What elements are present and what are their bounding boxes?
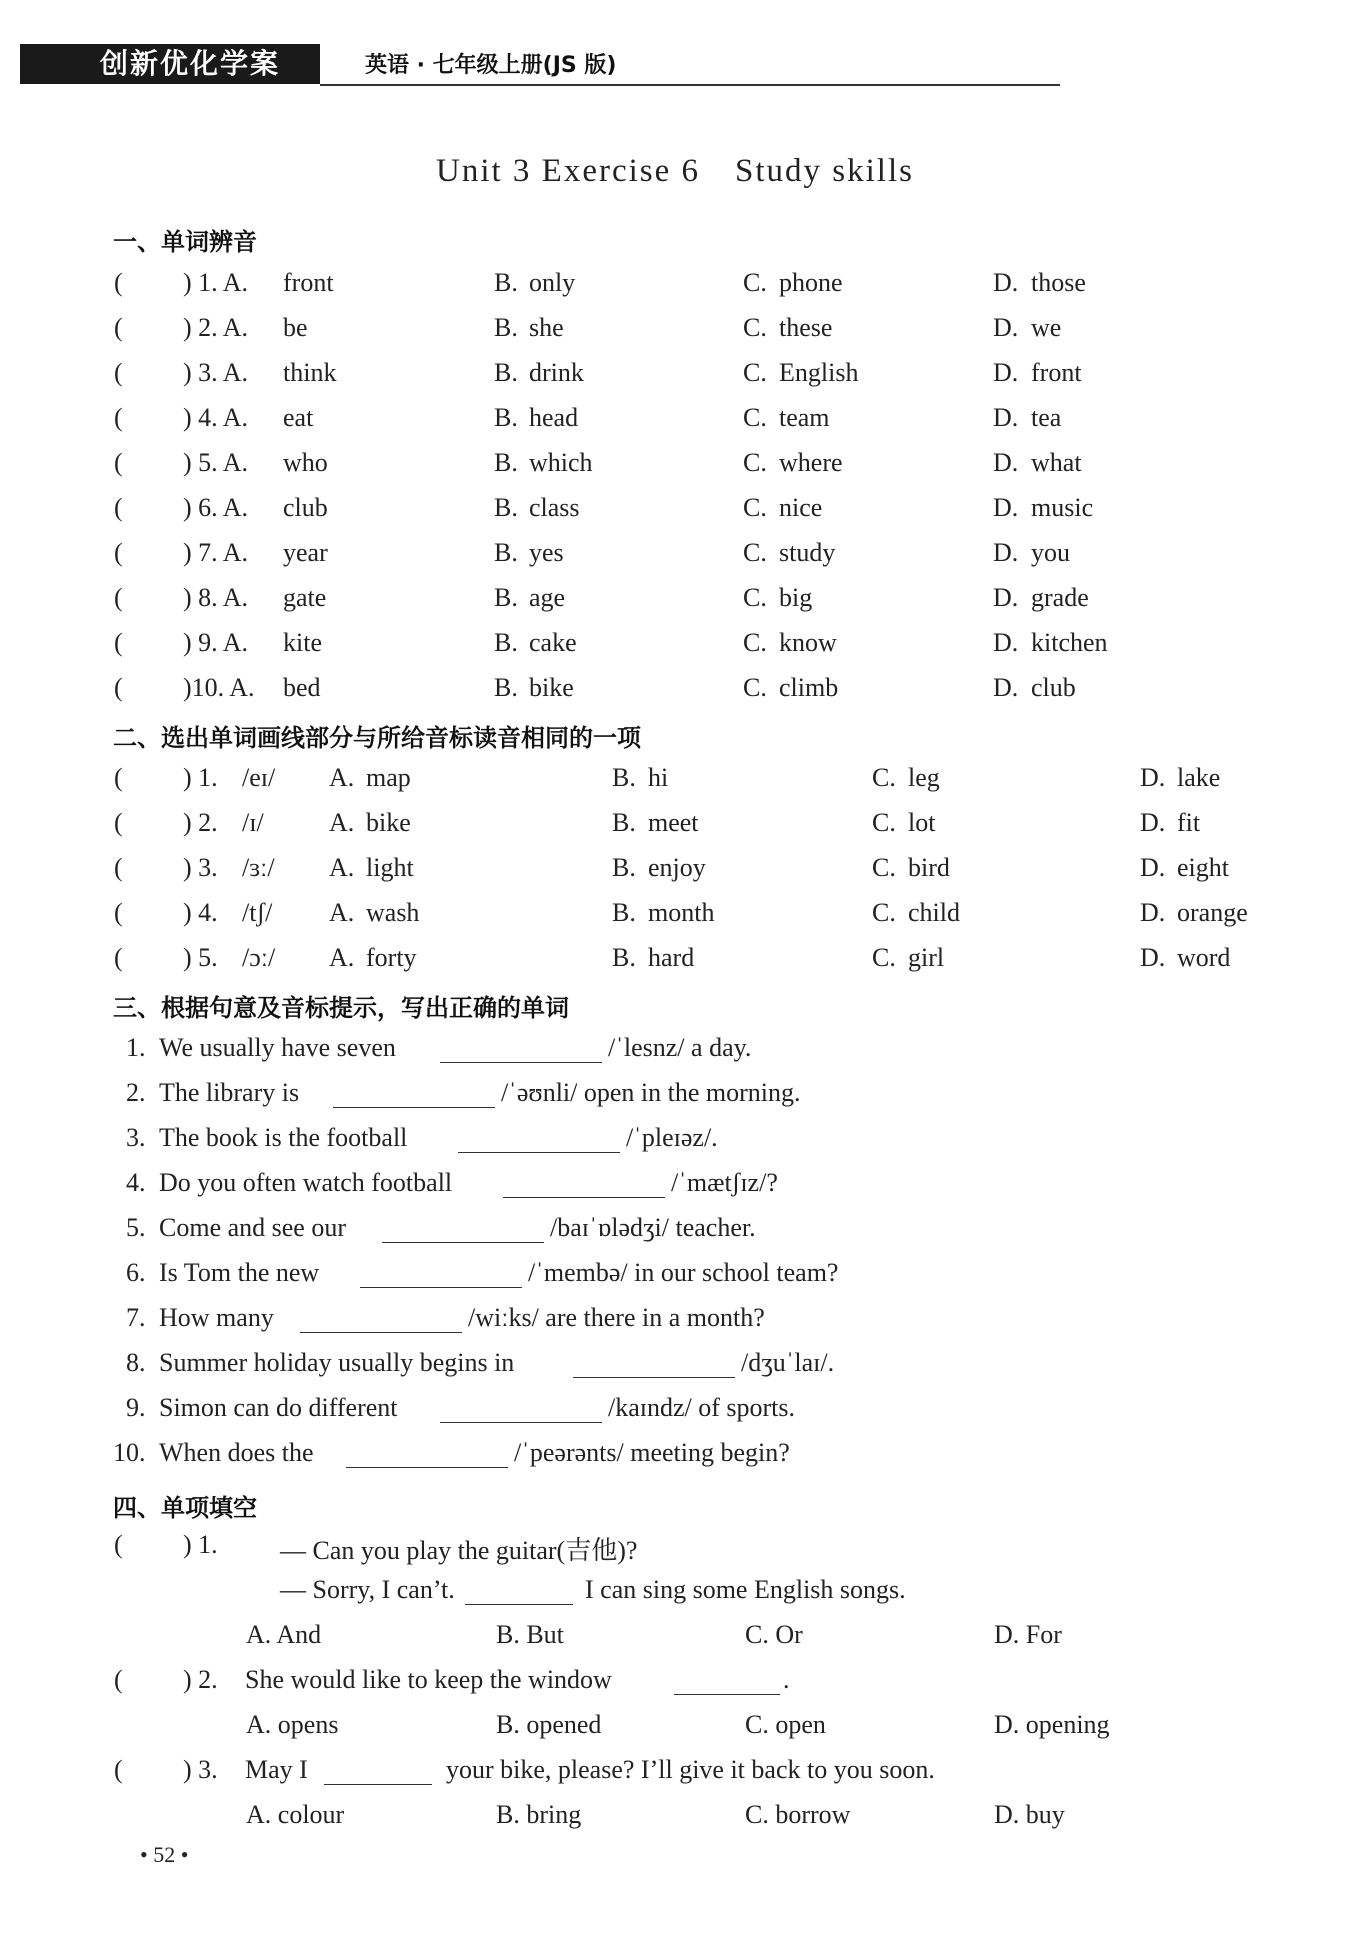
option-c-label: C. — [743, 493, 767, 522]
answer-blank[interactable] — [324, 1755, 432, 1785]
option-c-word: phone — [779, 268, 843, 297]
option-b-word: class — [529, 493, 580, 522]
option-b-label: B. — [494, 673, 518, 702]
option-c-word: leg — [908, 763, 940, 792]
option-c-label: C. — [743, 538, 767, 567]
option-a-label: A. — [329, 943, 355, 972]
answer-paren[interactable]: ( — [114, 673, 123, 702]
option-b-label: B. — [494, 493, 518, 522]
option-b-label: B. — [494, 358, 518, 387]
answer-paren[interactable]: ( — [114, 853, 123, 882]
question-number: 3. — [126, 1123, 146, 1152]
option-c-label: C. — [872, 943, 896, 972]
option-d-label: D. — [993, 538, 1019, 567]
s3-question-row — [0, 1078, 1350, 1118]
option-b-label: B. — [494, 448, 518, 477]
answer-paren[interactable]: ( — [114, 583, 123, 612]
option-b: B. opened — [496, 1710, 602, 1739]
option-b-label: B. — [494, 313, 518, 342]
option-b-word: she — [529, 313, 564, 342]
sentence-start: We usually have seven — [159, 1033, 396, 1062]
option-c-word: bird — [908, 853, 950, 882]
answer-paren[interactable]: ( — [114, 1665, 123, 1694]
option-d-word: grade — [1031, 583, 1089, 612]
option-d-word: eight — [1177, 853, 1229, 882]
answer-blank[interactable] — [465, 1575, 573, 1605]
option-d-word: kitchen — [1031, 628, 1108, 657]
option-b-word: enjoy — [648, 853, 706, 882]
option-d-word: word — [1177, 943, 1231, 972]
option-d-label: D. — [1140, 808, 1166, 837]
s1-question-row — [0, 628, 1350, 668]
answer-paren[interactable]: ( — [114, 268, 123, 297]
option-d-word: orange — [1177, 898, 1248, 927]
phonetic-hint: /wiːks/ are there in a month? — [468, 1303, 765, 1332]
option-c-word: where — [779, 448, 843, 477]
question-number: ) 3. A. — [183, 358, 248, 387]
blank-line — [573, 1351, 735, 1378]
option-d-word: we — [1031, 313, 1062, 342]
s1-question-row — [0, 538, 1350, 578]
sentence-start: Simon can do different — [159, 1393, 398, 1422]
s1-question-row — [0, 358, 1350, 398]
option-b-label: B. — [612, 853, 636, 882]
s1-question-row — [0, 403, 1350, 443]
blank-line — [300, 1306, 462, 1333]
option-a-word: bike — [366, 808, 411, 837]
s4-q1-options — [0, 1620, 1350, 1660]
phonetic-hint: /dʒuˈlaɪ/. — [741, 1348, 835, 1377]
s1-question-row — [0, 493, 1350, 533]
option-d-word: tea — [1031, 403, 1062, 432]
option-c-label: C. — [743, 268, 767, 297]
question-stem: — Can you play the guitar(吉他)? — [280, 1536, 638, 1565]
option-c-word: child — [908, 898, 960, 927]
header-divider — [320, 84, 1060, 86]
answer-blank[interactable] — [382, 1213, 544, 1243]
option-d-word: club — [1031, 673, 1076, 702]
s2-question-row — [0, 853, 1350, 893]
phonetic-symbol: /ɔː/ — [242, 943, 276, 972]
option-c-label: C. — [743, 673, 767, 702]
answer-paren[interactable]: ( — [114, 448, 123, 477]
option-b-word: meet — [648, 808, 699, 837]
question-number: 2. — [126, 1078, 146, 1107]
phonetic-hint: /kaɪndz/ of sports. — [608, 1393, 796, 1422]
option-a-word: gate — [283, 583, 327, 612]
phonetic-hint: /baɪˈɒlədʒi/ teacher. — [550, 1213, 756, 1242]
question-number: ) 5. — [183, 943, 218, 972]
answer-paren[interactable]: ( — [114, 313, 123, 342]
question-number: ) 5. A. — [183, 448, 248, 477]
answer-blank[interactable] — [360, 1258, 522, 1288]
option-b-word: hi — [648, 763, 669, 792]
option-d-label: D. — [1140, 898, 1166, 927]
answer-paren[interactable]: ( — [114, 493, 123, 522]
option-a-word: light — [366, 853, 414, 882]
sentence-start: Do you often watch football — [159, 1168, 453, 1197]
option-a-word: wash — [366, 898, 420, 927]
s3-question-row — [0, 1393, 1350, 1433]
option-d-label: D. — [993, 583, 1019, 612]
phonetic-hint: /ˈpeərənts/ meeting begin? — [514, 1438, 790, 1467]
option-c-label: C. — [743, 313, 767, 342]
answer-paren[interactable]: ( — [114, 943, 123, 972]
option-c: C. borrow — [745, 1800, 851, 1829]
question-number: ) 2. — [183, 1665, 218, 1694]
s1-question-row — [0, 583, 1350, 623]
option-b-word: yes — [529, 538, 564, 567]
option-a-word: think — [283, 358, 337, 387]
answer-blank[interactable] — [346, 1438, 508, 1468]
question-number: ) 4. A. — [183, 403, 248, 432]
option-d-label: D. — [993, 268, 1019, 297]
s3-question-row — [0, 1213, 1350, 1253]
s1-question-row — [0, 673, 1350, 713]
option-b: B. But — [496, 1620, 564, 1649]
option-c-label: C. — [872, 898, 896, 927]
phonetic-symbol: /ɜː/ — [242, 853, 275, 882]
answer-paren[interactable]: ( — [114, 628, 123, 657]
s4-q2-row — [0, 1665, 1350, 1705]
question-number: 6. — [126, 1258, 146, 1287]
answer-paren[interactable]: ( — [114, 763, 123, 792]
sentence-start: The library is — [159, 1078, 300, 1107]
phonetic-hint: /ˈpleɪəz/. — [626, 1123, 718, 1152]
option-a-label: A. — [329, 898, 355, 927]
option-b-word: hard — [648, 943, 695, 972]
question-stem: She would like to keep the window — [245, 1665, 612, 1694]
option-c-label: C. — [743, 358, 767, 387]
page-header — [20, 44, 1060, 88]
s2-question-row — [0, 808, 1350, 848]
option-b-word: age — [529, 583, 566, 612]
s2-question-row — [0, 898, 1350, 938]
option-d-label: D. — [993, 448, 1019, 477]
question-number: ) 1. — [183, 763, 218, 792]
option-b-label: B. — [494, 628, 518, 657]
option-b-word: month — [648, 898, 715, 927]
s4-q3-options — [0, 1800, 1350, 1840]
option-d-word: lake — [1177, 763, 1221, 792]
option-b-label: B. — [612, 763, 636, 792]
question-number: 9. — [126, 1393, 146, 1422]
option-b-label: B. — [494, 583, 518, 612]
question-number: ) 9. A. — [183, 628, 248, 657]
sentence-start: The book is the football — [159, 1123, 408, 1152]
answer-paren[interactable]: ( — [114, 403, 123, 432]
option-a-word: year — [283, 538, 328, 567]
answer-paren[interactable]: ( — [114, 1530, 123, 1559]
blank-line — [333, 1081, 495, 1108]
option-b-label: B. — [494, 538, 518, 567]
option-a-word: kite — [283, 628, 322, 657]
question-number: ) 7. A. — [183, 538, 248, 567]
s2-question-row — [0, 763, 1350, 803]
page-title: Unit 3 Exercise 6 Study skills — [436, 153, 914, 189]
option-d-word: music — [1031, 493, 1094, 522]
option-d: D. opening — [994, 1710, 1110, 1739]
s3-question-row — [0, 1258, 1350, 1298]
option-c-word: team — [779, 403, 830, 432]
option-d-word: you — [1031, 538, 1070, 567]
option-b: B. bring — [496, 1800, 582, 1829]
blank-line — [458, 1126, 620, 1153]
option-b-label: B. — [612, 943, 636, 972]
option-d-label: D. — [993, 313, 1019, 342]
dialogue-text: — Sorry, I can’t. — [280, 1575, 455, 1604]
answer-paren[interactable]: ( — [114, 898, 123, 927]
option-a-word: forty — [366, 943, 417, 972]
question-number: ) 2. A. — [183, 313, 248, 342]
phonetic-hint: /ˈmætʃɪz/? — [671, 1168, 778, 1197]
option-c: C. open — [745, 1710, 826, 1739]
option-b-label: B. — [612, 898, 636, 927]
answer-blank[interactable] — [333, 1078, 495, 1108]
option-c-word: girl — [908, 943, 945, 972]
option-a-word: club — [283, 493, 328, 522]
option-c-label: C. — [743, 448, 767, 477]
s4-q3-row — [0, 1755, 1350, 1795]
brand-banner: 创新优化学案 — [20, 44, 320, 84]
section3-heading: 三、根据句意及音标提示，写出正确的单词 — [113, 994, 569, 1022]
question-number: ) 4. — [183, 898, 218, 927]
option-c-label: C. — [872, 808, 896, 837]
section2-heading: 二、选出单词画线部分与所给音标读音相同的一项 — [113, 724, 641, 752]
option-b-label: B. — [494, 268, 518, 297]
book-subtitle: 英语 · 七年级上册(JS 版) — [365, 53, 617, 78]
question-end: . — [783, 1665, 790, 1694]
sentence-start: Summer holiday usually begins in — [159, 1348, 515, 1377]
option-d: D. buy — [994, 1800, 1065, 1829]
sentence-start: How many — [159, 1303, 274, 1332]
question-number: ) 1. A. — [183, 268, 248, 297]
answer-blank[interactable] — [674, 1665, 780, 1695]
blank-line — [440, 1036, 602, 1063]
s4-q1-line2 — [0, 1575, 1350, 1615]
option-c: C. Or — [745, 1620, 803, 1649]
phonetic-symbol: /eɪ/ — [242, 763, 276, 792]
answer-blank[interactable] — [440, 1033, 602, 1063]
answer-paren[interactable]: ( — [114, 808, 123, 837]
s1-question-row — [0, 268, 1350, 308]
option-a-word: map — [366, 763, 411, 792]
option-c-label: C. — [743, 583, 767, 612]
option-d-word: what — [1031, 448, 1082, 477]
option-b-word: cake — [529, 628, 577, 657]
option-d-word: front — [1031, 358, 1082, 387]
option-a-word: be — [283, 313, 308, 342]
option-a-word: eat — [283, 403, 314, 432]
option-c-label: C. — [872, 763, 896, 792]
option-b-word: drink — [529, 358, 584, 387]
question-number: 5. — [126, 1213, 146, 1242]
option-d-label: D. — [993, 673, 1019, 702]
option-b-word: which — [529, 448, 593, 477]
blank-line — [503, 1171, 665, 1198]
option-b-label: B. — [612, 808, 636, 837]
s1-question-row — [0, 313, 1350, 353]
option-c-label: C. — [743, 628, 767, 657]
option-d-label: D. — [993, 628, 1019, 657]
option-d-label: D. — [993, 403, 1019, 432]
question-number: 8. — [126, 1348, 146, 1377]
option-c-word: these — [779, 313, 833, 342]
phonetic-symbol: /ɪ/ — [242, 808, 264, 837]
section4-heading: 四、单项填空 — [113, 1494, 257, 1522]
blank-line — [440, 1396, 602, 1423]
option-d-word: those — [1031, 268, 1086, 297]
answer-paren[interactable]: ( — [114, 538, 123, 567]
question-number: 7. — [126, 1303, 146, 1332]
question-number: ) 2. — [183, 808, 218, 837]
question-end: your bike, please? I’ll give it back to you soon. — [446, 1755, 935, 1784]
question-stem: May I — [245, 1755, 308, 1784]
s3-question-row — [0, 1303, 1350, 1343]
question-number: ) 3. — [183, 1755, 218, 1784]
s3-question-row — [0, 1348, 1350, 1388]
answer-blank[interactable] — [573, 1348, 735, 1378]
option-d-label: D. — [1140, 853, 1166, 882]
option-a-word: bed — [283, 673, 321, 702]
s4-q2-options — [0, 1710, 1350, 1750]
option-a-label: A. — [329, 853, 355, 882]
option-c-word: study — [779, 538, 836, 567]
blank-line — [346, 1441, 508, 1468]
question-number: 4. — [126, 1168, 146, 1197]
answer-blank[interactable] — [503, 1168, 665, 1198]
option-c-word: English — [779, 358, 859, 387]
option-b-word: head — [529, 403, 579, 432]
question-number: ) 1. — [183, 1530, 218, 1559]
option-d: D. For — [994, 1620, 1062, 1649]
option-a-label: A. — [329, 808, 355, 837]
blank-line — [382, 1216, 544, 1243]
option-b-label: B. — [494, 403, 518, 432]
question-number: ) 6. A. — [183, 493, 248, 522]
page-number: • 52 • — [140, 1842, 189, 1867]
section1-heading: 一、单词辨音 — [113, 228, 257, 256]
s4-q1-row — [0, 1530, 1350, 1570]
answer-blank[interactable] — [440, 1393, 602, 1423]
dialogue-text: I can sing some English songs. — [585, 1575, 906, 1604]
question-number: )10. A. — [183, 673, 255, 702]
option-c-word: lot — [908, 808, 936, 837]
phonetic-symbol: /tʃ/ — [242, 898, 273, 927]
option-a-word: who — [283, 448, 328, 477]
sentence-start: Is Tom the new — [159, 1258, 320, 1287]
question-number: ) 3. — [183, 853, 218, 882]
question-number: 10. — [113, 1438, 146, 1467]
option-b-word: only — [529, 268, 576, 297]
question-number: ) 8. A. — [183, 583, 248, 612]
option-a-word: front — [283, 268, 334, 297]
phonetic-hint: /ˈəʊnli/ open in the morning. — [501, 1078, 801, 1107]
option-b-word: bike — [529, 673, 574, 702]
answer-paren[interactable]: ( — [114, 1755, 123, 1784]
option-a: A. opens — [246, 1710, 339, 1739]
s3-question-row — [0, 1168, 1350, 1208]
answer-blank[interactable] — [300, 1303, 462, 1333]
option-d-word: fit — [1177, 808, 1201, 837]
option-a: A. colour — [246, 1800, 345, 1829]
s2-question-row — [0, 943, 1350, 983]
phonetic-hint: /ˈlesnz/ a day. — [608, 1033, 752, 1062]
option-d-label: D. — [993, 358, 1019, 387]
option-d-label: D. — [1140, 763, 1166, 792]
s3-question-row — [0, 1123, 1350, 1163]
option-a: A. And — [246, 1620, 322, 1649]
option-c-word: know — [779, 628, 837, 657]
s3-question-row — [0, 1438, 1350, 1478]
option-a-label: A. — [329, 763, 355, 792]
option-c-label: C. — [872, 853, 896, 882]
option-d-label: D. — [1140, 943, 1166, 972]
option-c-label: C. — [743, 403, 767, 432]
phonetic-hint: /ˈmembə/ in our school team? — [528, 1258, 839, 1287]
option-c-word: nice — [779, 493, 823, 522]
sentence-start: When does the — [159, 1438, 314, 1467]
option-c-word: climb — [779, 673, 839, 702]
answer-blank[interactable] — [458, 1123, 620, 1153]
question-number: 1. — [126, 1033, 146, 1062]
option-d-label: D. — [993, 493, 1019, 522]
sentence-start: Come and see our — [159, 1213, 347, 1242]
option-c-word: big — [779, 583, 813, 612]
blank-line — [360, 1261, 522, 1288]
answer-paren[interactable]: ( — [114, 358, 123, 387]
s1-question-row — [0, 448, 1350, 488]
s3-question-row — [0, 1033, 1350, 1073]
